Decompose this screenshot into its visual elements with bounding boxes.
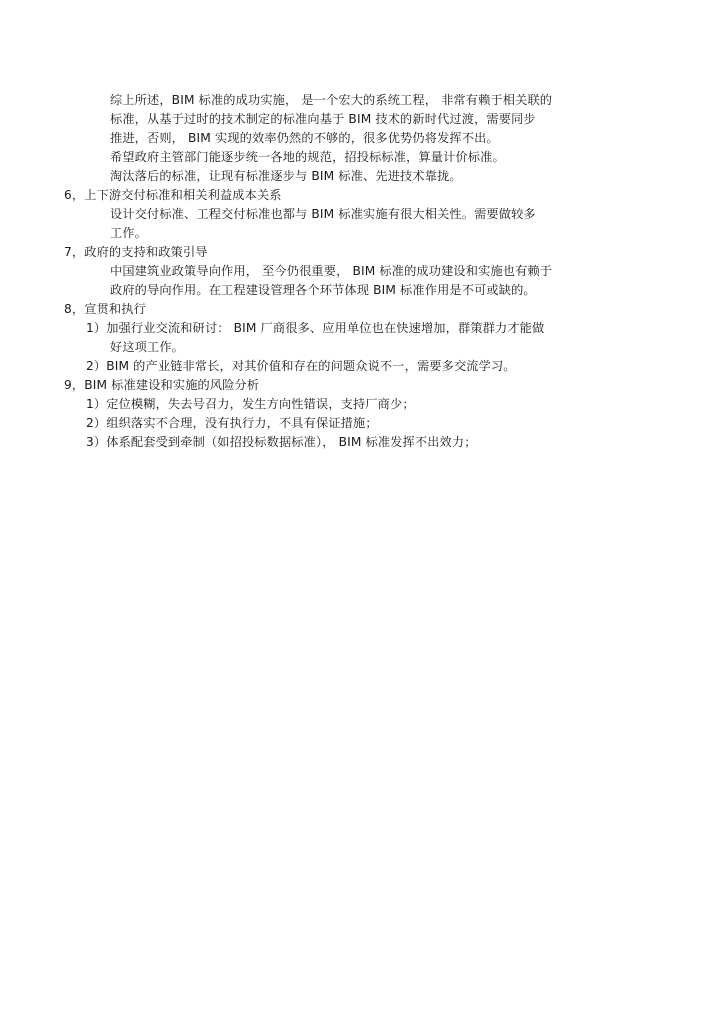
paragraph-line: 设计交付标准、工程交付标准也都与 BIM 标准实施有很大相关性。需要做较多 xyxy=(110,207,536,221)
list-item: 3）体系配套受到牵制（如招投标数据标准）， BIM 标准发挥不出效力； xyxy=(86,435,477,449)
paragraph-line: 工作。 xyxy=(110,226,148,240)
paragraph-line: 中国建筑业政策导向作用， 至今仍很重要， BIM 标准的成功建设和实施也有赖于 xyxy=(110,264,553,278)
section-heading: 8，宣贯和执行 xyxy=(64,302,146,316)
paragraph-line: 希望政府主管部门能逐步统一各地的规范，招投标标准，算量计价标准。 xyxy=(110,150,505,164)
paragraph-line: 政府的导向作用。在工程建设管理各个环节体现 BIM 标准作用是不可或缺的。 xyxy=(110,283,536,297)
paragraph-line: 综上所述，BIM 标准的成功实施， 是一个宏大的系统工程， 非常有赖于相关联的 xyxy=(110,93,553,107)
list-item: 2）BIM 的产业链非常长，对其价值和存在的问题众说不一，需要多交流学习。 xyxy=(86,359,516,373)
section-heading: 6，上下游交付标准和相关利益成本关系 xyxy=(64,188,282,202)
paragraph-line: 标准，从基于过时的技术制定的标准向基于 BIM 技术的新时代过渡，需要同步 xyxy=(110,112,536,126)
list-item: 2）组织落实不合理，没有执行力，不具有保证措施； xyxy=(86,416,378,430)
list-item: 1）定位模糊，失去号召力，发生方向性错误，支持厂商少； xyxy=(86,397,415,411)
paragraph-line: 淘汰落后的标准，让现有标准逐步与 BIM 标准、先进技术靠拢。 xyxy=(110,169,462,183)
list-item-continuation: 好这项工作。 xyxy=(110,340,185,354)
list-item: 1）加强行业交流和研讨： BIM 厂商很多、应用单位也在快速增加，群策群力才能做 xyxy=(86,321,545,335)
section-heading: 9，BIM 标准建设和实施的风险分析 xyxy=(64,378,260,392)
section-heading: 7，政府的支持和政策引导 xyxy=(64,245,208,259)
paragraph-line: 推进，否则， BIM 实现的效率仍然的不够的，很多优势仍将发挥不出。 xyxy=(110,131,499,145)
